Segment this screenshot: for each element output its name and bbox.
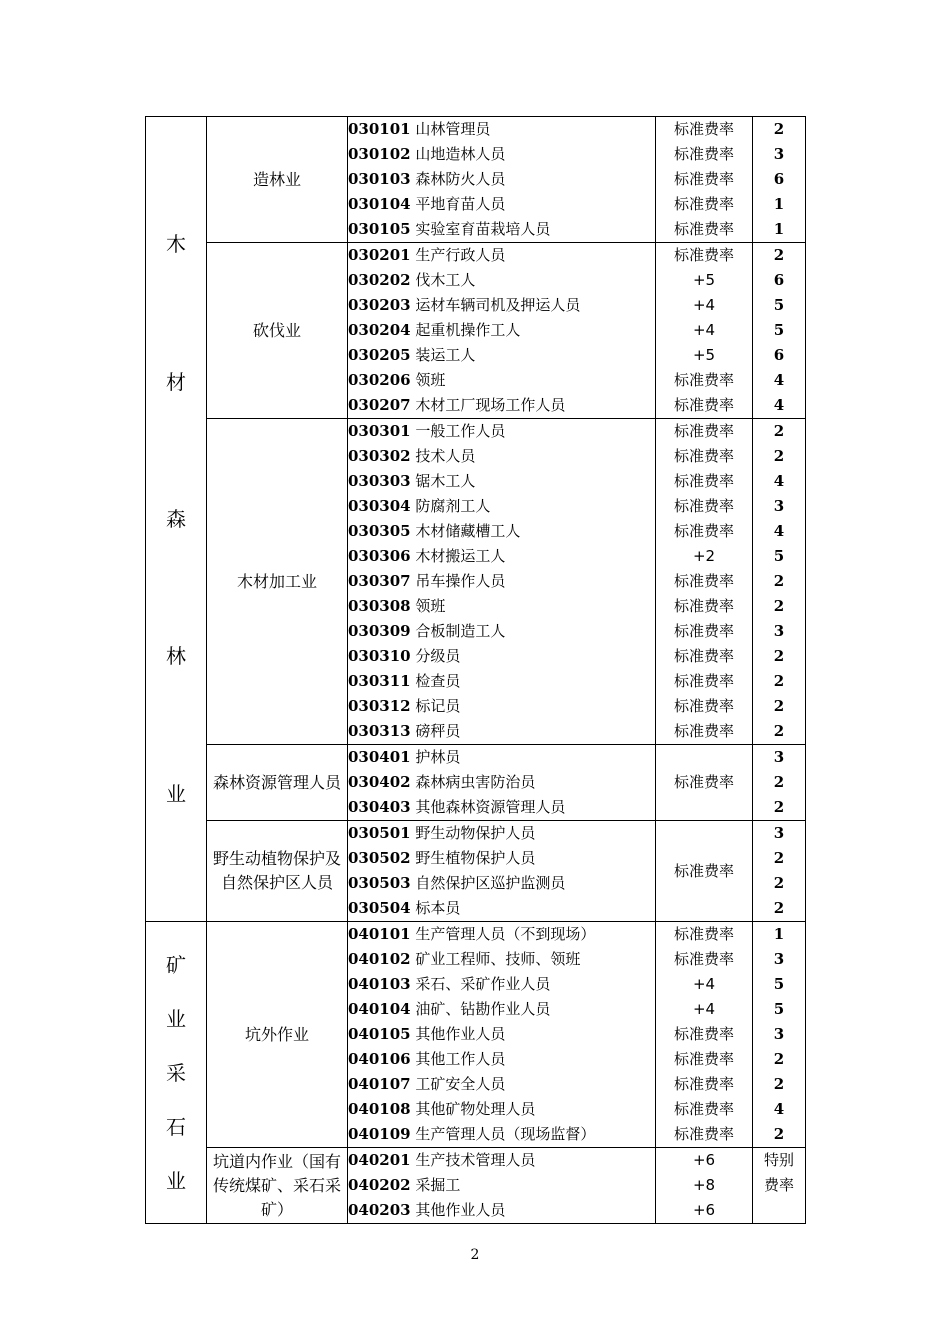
industry-cell (146, 922, 207, 1224)
occupation-line (348, 393, 655, 418)
class-value: 2 (773, 899, 785, 917)
occupation-cell (348, 1148, 656, 1224)
occupation-code: 030401 (348, 748, 411, 766)
class-value: 1 (773, 195, 785, 213)
occupation-name: 木材储藏槽工人 (415, 522, 521, 540)
occupation-name: 生产管理人员（现场监督） (415, 1125, 596, 1143)
rate-value: 标准费率 (673, 572, 734, 590)
class-value: 6 (773, 170, 785, 188)
occupation-line (348, 494, 655, 519)
occupation-name: 实验室育苗栽培人员 (415, 220, 551, 238)
occupation-line (348, 896, 655, 921)
occupation-code: 030205 (348, 346, 411, 364)
occupation-code: 030104 (348, 195, 411, 213)
occupation-name: 生产技术管理人员 (415, 1151, 536, 1169)
class-cell (753, 821, 806, 922)
occupation-name: 自然保护区巡护监测员 (415, 874, 566, 892)
occupation-name: 野生动物保护人员 (415, 824, 536, 842)
industry-label (146, 119, 206, 919)
class-value: 3 (773, 497, 785, 515)
rate-cell (656, 821, 753, 922)
rate-value: 标准费率 (673, 472, 734, 490)
occupation-code: 030313 (348, 722, 411, 740)
table-row (146, 1148, 806, 1224)
rate-value: 标准费率 (673, 396, 734, 414)
occupation-code: 030504 (348, 899, 411, 917)
rate-value: +5 (692, 346, 716, 364)
occupation-code: 030202 (348, 271, 411, 289)
occupation-code: 030103 (348, 170, 411, 188)
occupation-line (348, 1198, 655, 1223)
occupation-line (348, 770, 655, 795)
rate-value: 标准费率 (673, 597, 734, 615)
occupation-line (348, 922, 655, 947)
occupation-code: 030102 (348, 145, 411, 163)
occupation-line (348, 871, 655, 896)
occupation-name: 装运工人 (415, 346, 476, 364)
industry-char: 采 (166, 1060, 186, 1085)
class-value: 4 (773, 472, 785, 490)
class-value: 2 (773, 422, 785, 440)
occupation-code: 030502 (348, 849, 411, 867)
category-cell: 野生动植物保护及自然保护区人员 (207, 821, 348, 922)
occupation-line (348, 217, 655, 242)
class-value: 3 (773, 824, 785, 842)
occupation-line (348, 669, 655, 694)
class-value: 5 (773, 321, 785, 339)
occupation-line (348, 795, 655, 820)
industry-char: 业 (166, 1168, 186, 1193)
occupation-code: 040104 (348, 1000, 411, 1018)
occupation-name: 起重机操作工人 (415, 321, 521, 339)
class-value: 5 (773, 547, 785, 565)
occupation-cell (348, 243, 656, 419)
class-value: 6 (773, 346, 785, 364)
category-cell: 森林资源管理人员 (207, 745, 348, 821)
rate-cell (656, 745, 753, 821)
occupation-line (348, 117, 655, 142)
rate-value: 标准费率 (673, 773, 734, 791)
occupation-code: 030203 (348, 296, 411, 314)
occupation-line (348, 972, 655, 997)
occupation-name: 采石、采矿作业人员 (415, 975, 551, 993)
class-value: 4 (773, 1100, 785, 1118)
occupation-code: 040101 (348, 925, 411, 943)
occupation-name: 采掘工 (415, 1176, 461, 1194)
occupation-code: 030402 (348, 773, 411, 791)
class-value: 2 (773, 773, 785, 791)
rate-cell (656, 1148, 753, 1224)
occupation-line (348, 444, 655, 469)
rate-value: 标准费率 (673, 422, 734, 440)
occupation-line (348, 268, 655, 293)
occupation-name: 木材搬运工人 (415, 547, 506, 565)
occupation-line (348, 644, 655, 669)
class-value: 1 (773, 925, 785, 943)
class-value: 2 (773, 572, 785, 590)
occupation-code: 030304 (348, 497, 411, 515)
rate-value: 标准费率 (673, 246, 734, 264)
rate-cell (656, 243, 753, 419)
industry-char: 森 (166, 506, 186, 531)
occupation-name: 森林防火人员 (415, 170, 506, 188)
occupation-code: 030311 (348, 672, 411, 690)
occupation-name: 磅秤员 (415, 722, 461, 740)
class-value: 3 (773, 622, 785, 640)
occupation-name: 山林管理员 (415, 120, 491, 138)
rate-value: +2 (692, 547, 716, 565)
occupation-cell (348, 922, 656, 1148)
occupation-line (348, 947, 655, 972)
rate-value: 标准费率 (673, 647, 734, 665)
occupation-cell (348, 117, 656, 243)
class-value: 3 (773, 145, 785, 163)
occupation-line (348, 745, 655, 770)
rate-value: 标准费率 (673, 120, 734, 138)
occupation-code: 030105 (348, 220, 411, 238)
rate-value: 标准费率 (673, 925, 734, 943)
occupation-line (348, 469, 655, 494)
industry-char: 林 (166, 644, 186, 669)
occupation-code: 040103 (348, 975, 411, 993)
rate-value: +8 (692, 1176, 716, 1194)
rate-value: 标准费率 (673, 622, 734, 640)
category-cell: 砍伐业 (207, 243, 348, 419)
occupation-name: 其他矿物处理人员 (415, 1100, 536, 1118)
rate-value: +6 (692, 1151, 716, 1169)
class-value: 2 (773, 647, 785, 665)
class-value: 2 (773, 1075, 785, 1093)
occupation-name: 检查员 (415, 672, 461, 690)
class-value: 3 (773, 1025, 785, 1043)
occupation-code: 030305 (348, 522, 411, 540)
occupation-line (348, 997, 655, 1022)
rate-value: 标准费率 (673, 522, 734, 540)
class-cell (753, 243, 806, 419)
occupation-code: 030303 (348, 472, 411, 490)
occupation-name: 其他工作人员 (415, 1050, 506, 1068)
class-cell (753, 745, 806, 821)
special-rate-label: 特别费率 (763, 1151, 794, 1194)
occupation-line (348, 846, 655, 871)
occupation-code: 040108 (348, 1100, 411, 1118)
class-cell (753, 1148, 806, 1224)
occupation-line (348, 167, 655, 192)
class-value: 2 (773, 697, 785, 715)
table-row (146, 117, 806, 243)
occupation-name: 技术人员 (415, 447, 476, 465)
occupation-line (348, 343, 655, 368)
occupation-code: 030312 (348, 697, 411, 715)
occupation-name: 领班 (415, 597, 446, 615)
rate-value: 标准费率 (673, 1075, 734, 1093)
industry-char: 石 (166, 1114, 186, 1139)
occupation-code: 040203 (348, 1201, 411, 1219)
category-cell: 造林业 (207, 117, 348, 243)
rate-value: 标准费率 (673, 672, 734, 690)
class-value: 6 (773, 271, 785, 289)
table-row (146, 922, 806, 1148)
class-cell (753, 419, 806, 745)
class-value: 4 (773, 396, 785, 414)
occupation-name: 锯木工人 (415, 472, 476, 490)
industry-label (146, 923, 206, 1223)
rate-value: 标准费率 (673, 950, 734, 968)
occupation-line (348, 1047, 655, 1072)
occupation-code: 040107 (348, 1075, 411, 1093)
class-value: 5 (773, 296, 785, 314)
table-row (146, 419, 806, 745)
occupation-line (348, 544, 655, 569)
occupation-name: 领班 (415, 371, 446, 389)
rate-value: +4 (692, 975, 716, 993)
occupation-name: 合板制造工人 (415, 622, 506, 640)
occupation-line (348, 619, 655, 644)
occupation-cell (348, 821, 656, 922)
occupation-name: 其他作业人员 (415, 1025, 506, 1043)
rate-value: 标准费率 (673, 1050, 734, 1068)
occupation-name: 分级员 (415, 647, 461, 665)
occupation-classification-table (145, 116, 806, 1224)
occupation-line (348, 1022, 655, 1047)
occupation-line (348, 1072, 655, 1097)
occupation-name: 矿业工程师、技师、领班 (415, 950, 581, 968)
occupation-line (348, 719, 655, 744)
category-cell: 坑外作业 (207, 922, 348, 1148)
occupation-name: 野生植物保护人员 (415, 849, 536, 867)
occupation-name: 防腐剂工人 (415, 497, 491, 515)
occupation-name: 其他森林资源管理人员 (415, 798, 566, 816)
occupation-name: 运材车辆司机及押运人员 (415, 296, 581, 314)
occupation-line (348, 318, 655, 343)
rate-value: 标准费率 (673, 145, 734, 163)
class-value: 5 (773, 1000, 785, 1018)
occupation-line (348, 594, 655, 619)
occupation-code: 040201 (348, 1151, 411, 1169)
category-cell: 坑道内作业（国有传统煤矿、采石采矿） (207, 1148, 348, 1224)
occupation-line (348, 519, 655, 544)
table-row (146, 745, 806, 821)
occupation-line (348, 694, 655, 719)
rate-cell (656, 922, 753, 1148)
class-value: 2 (773, 1050, 785, 1068)
occupation-code: 030302 (348, 447, 411, 465)
rate-value: 标准费率 (673, 1125, 734, 1143)
class-value: 2 (773, 120, 785, 138)
occupation-name: 山地造林人员 (415, 145, 506, 163)
class-value: 4 (773, 522, 785, 540)
occupation-line (348, 821, 655, 846)
occupation-line (348, 1148, 655, 1173)
rate-value: 标准费率 (673, 722, 734, 740)
occupation-code: 030308 (348, 597, 411, 615)
class-value: 2 (773, 246, 785, 264)
rate-value: +5 (692, 271, 716, 289)
occupation-name: 工矿安全人员 (415, 1075, 506, 1093)
class-value: 2 (773, 722, 785, 740)
table-row (146, 821, 806, 922)
occupation-code: 040106 (348, 1050, 411, 1068)
rate-value: 标准费率 (673, 220, 734, 238)
occupation-name: 护林员 (415, 748, 461, 766)
occupation-name: 木材工厂现场工作人员 (415, 396, 566, 414)
occupation-name: 一般工作人员 (415, 422, 506, 440)
class-cell (753, 117, 806, 243)
industry-char: 木 (166, 232, 186, 257)
occupation-code: 030206 (348, 371, 411, 389)
occupation-name: 平地育苗人员 (415, 195, 506, 213)
rate-value: 标准费率 (673, 1100, 734, 1118)
rate-value: +4 (692, 321, 716, 339)
occupation-name: 伐木工人 (415, 271, 476, 289)
industry-char: 业 (166, 1006, 186, 1031)
occupation-line (348, 243, 655, 268)
occupation-line (348, 293, 655, 318)
class-value: 2 (773, 447, 785, 465)
occupation-name: 标记员 (415, 697, 461, 715)
page-number: 2 (470, 1247, 480, 1263)
occupation-code: 040202 (348, 1176, 411, 1194)
rate-value: 标准费率 (673, 697, 734, 715)
occupation-code: 030403 (348, 798, 411, 816)
class-value: 2 (773, 1125, 785, 1143)
rate-value: +4 (692, 296, 716, 314)
occupation-name: 生产行政人员 (415, 246, 506, 264)
rate-cell (656, 117, 753, 243)
class-value: 2 (773, 672, 785, 690)
occupation-line (348, 368, 655, 393)
occupation-cell (348, 419, 656, 745)
occupation-line (348, 419, 655, 444)
occupation-code: 030309 (348, 622, 411, 640)
occupation-code: 030101 (348, 120, 411, 138)
occupation-code: 030307 (348, 572, 411, 590)
occupation-name: 其他作业人员 (415, 1201, 506, 1219)
category-cell: 木材加工业 (207, 419, 348, 745)
rate-value: 标准费率 (673, 497, 734, 515)
occupation-code: 030204 (348, 321, 411, 339)
industry-char: 矿 (166, 952, 186, 977)
occupation-name: 森林病虫害防治员 (415, 773, 536, 791)
occupation-code: 030207 (348, 396, 411, 414)
occupation-name: 吊车操作人员 (415, 572, 506, 590)
occupation-code: 030503 (348, 874, 411, 892)
class-value: 2 (773, 597, 785, 615)
occupation-name: 生产管理人员（不到现场） (415, 925, 596, 943)
rate-value: +4 (692, 1000, 716, 1018)
occupation-line (348, 1173, 655, 1198)
occupation-line (348, 192, 655, 217)
occupation-name: 油矿、钻勘作业人员 (415, 1000, 551, 1018)
occupation-line (348, 1122, 655, 1147)
class-value: 5 (773, 975, 785, 993)
class-cell (753, 922, 806, 1148)
rate-value: 标准费率 (673, 1025, 734, 1043)
table-body (146, 117, 806, 1224)
occupation-code: 040102 (348, 950, 411, 968)
industry-char: 材 (166, 369, 186, 394)
rate-cell (656, 419, 753, 745)
industry-char: 业 (166, 781, 186, 806)
rate-value: +6 (692, 1201, 716, 1219)
occupation-code: 030310 (348, 647, 411, 665)
occupation-code: 030501 (348, 824, 411, 842)
occupation-line (348, 1097, 655, 1122)
class-value: 3 (773, 748, 785, 766)
occupation-code: 030306 (348, 547, 411, 565)
occupation-name: 标本员 (415, 899, 461, 917)
class-value: 1 (773, 220, 785, 238)
occupation-cell (348, 745, 656, 821)
rate-value: 标准费率 (673, 371, 734, 389)
class-value: 2 (773, 849, 785, 867)
class-value: 2 (773, 874, 785, 892)
rate-value: 标准费率 (673, 195, 734, 213)
occupation-code: 030301 (348, 422, 411, 440)
rate-value: 标准费率 (673, 170, 734, 188)
occupation-line (348, 142, 655, 167)
occupation-code: 040109 (348, 1125, 411, 1143)
occupation-code: 030201 (348, 246, 411, 264)
class-value: 2 (773, 798, 785, 816)
rate-value: 标准费率 (673, 861, 734, 880)
occupation-code: 040105 (348, 1025, 411, 1043)
occupation-line (348, 569, 655, 594)
industry-cell (146, 117, 207, 922)
table-row (146, 243, 806, 419)
class-value: 3 (773, 950, 785, 968)
rate-value: 标准费率 (673, 447, 734, 465)
class-value: 4 (773, 371, 785, 389)
